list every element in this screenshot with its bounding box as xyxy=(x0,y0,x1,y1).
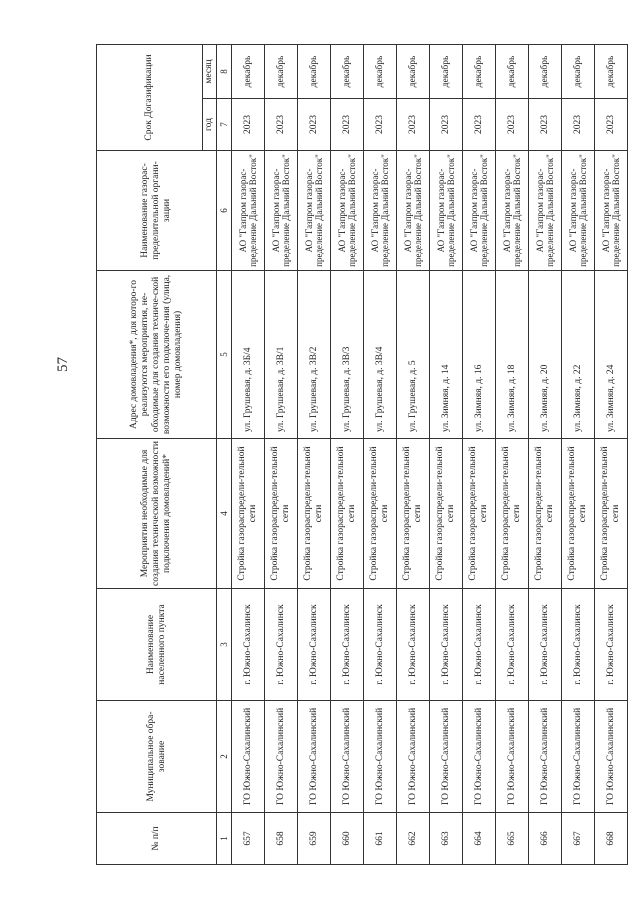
cell-org: АО "Газпром газорас-пределение Дальний Восток" xyxy=(496,151,529,271)
cell-month: декабрь xyxy=(331,45,364,99)
cell-measure: Стройка газораспредели-тельной сети xyxy=(562,439,595,589)
header-month: месяц xyxy=(203,45,217,99)
cell-settlement: г. Южно-Сахалинск xyxy=(430,589,463,701)
cell-org: АО "Газпром газорас-пределение Дальний Восток" xyxy=(529,151,562,271)
cell-measure: Стройка газораспредели-тельной сети xyxy=(496,439,529,589)
table-row xyxy=(265,45,298,865)
header-deadline: Срок Догазификации xyxy=(97,45,203,151)
cell-month: декабрь xyxy=(298,45,331,99)
cell-month: декабрь xyxy=(232,45,265,99)
cell-settlement: г. Южно-Сахалинск xyxy=(298,589,331,701)
header-num: № п/п xyxy=(97,813,217,865)
cell-address: ул. Зимняя, д. 16 xyxy=(463,271,496,439)
cell-measure: Стройка газораспредели-тельной сети xyxy=(364,439,397,589)
page-number: 57 xyxy=(55,357,71,372)
table-body xyxy=(232,45,628,865)
cell-settlement: г. Южно-Сахалинск xyxy=(463,589,496,701)
cell-year: 2023 xyxy=(562,99,595,151)
cell-month: декабрь xyxy=(562,45,595,99)
gasification-table xyxy=(96,44,628,865)
cell-org: АО "Газпром газорас-пределение Дальний Восток" xyxy=(430,151,463,271)
cell-month: декабрь xyxy=(364,45,397,99)
cell-month: декабрь xyxy=(397,45,430,99)
cell-month: декабрь xyxy=(463,45,496,99)
table-row xyxy=(397,45,430,865)
table-row xyxy=(562,45,595,865)
cell-year: 2023 xyxy=(430,99,463,151)
table-row xyxy=(529,45,562,865)
table-row xyxy=(463,45,496,865)
cell-year: 2023 xyxy=(265,99,298,151)
cell-month: декабрь xyxy=(595,45,628,99)
column-number: 4 xyxy=(217,439,232,589)
cell-measure: Стройка газораспредели-тельной сети xyxy=(430,439,463,589)
cell-municipality: ГО Южно-Сахалинский xyxy=(364,701,397,813)
cell-municipality: ГО Южно-Сахалинский xyxy=(463,701,496,813)
cell-settlement: г. Южно-Сахалинск xyxy=(496,589,529,701)
cell-org: АО "Газпром газорас-пределение Дальний Восток" xyxy=(298,151,331,271)
table-row xyxy=(232,45,265,865)
cell-settlement: г. Южно-Сахалинск xyxy=(265,589,298,701)
cell-settlement: г. Южно-Сахалинск xyxy=(232,589,265,701)
cell-measure: Стройка газораспредели-тельной сети xyxy=(595,439,628,589)
cell-municipality: ГО Южно-Сахалинский xyxy=(529,701,562,813)
cell-month: декабрь xyxy=(496,45,529,99)
cell-month: декабрь xyxy=(265,45,298,99)
cell-municipality: ГО Южно-Сахалинский xyxy=(298,701,331,813)
cell-settlement: г. Южно-Сахалинск xyxy=(331,589,364,701)
cell-settlement: г. Южно-Сахалинск xyxy=(529,589,562,701)
cell-org: АО "Газпром газорас-пределение Дальний Восток" xyxy=(265,151,298,271)
cell-address: ул. Зимняя, д. 14 xyxy=(430,271,463,439)
column-number: 6 xyxy=(217,151,232,271)
column-number: 2 xyxy=(217,701,232,813)
header-address: Адрес домовладения*, для которо-го реализуются мероприятия, не-обходимые для создания техниче-ской возможности его подключе-ния (улица, номер домовладения) xyxy=(97,271,217,439)
cell-year: 2023 xyxy=(529,99,562,151)
header-org: Наименование газорас-пределительной органи-зации xyxy=(97,151,217,271)
cell-measure: Стройка газораспредели-тельной сети xyxy=(529,439,562,589)
cell-address: ул. Грушевая, д. 3В/1 xyxy=(265,271,298,439)
cell-address: ул. Грушевая, д. 3В/3 xyxy=(331,271,364,439)
cell-month: декабрь xyxy=(529,45,562,99)
cell-num: 666 xyxy=(529,813,562,865)
cell-num: 660 xyxy=(331,813,364,865)
cell-measure: Стройка газораспредели-тельной сети xyxy=(463,439,496,589)
cell-num: 668 xyxy=(595,813,628,865)
column-number: 7 xyxy=(217,99,232,151)
cell-address: ул. Грушевая, д. 3В/4 xyxy=(364,271,397,439)
cell-municipality: ГО Южно-Сахалинский xyxy=(595,701,628,813)
cell-org: АО "Газпром газорас-пределение Дальний Восток" xyxy=(232,151,265,271)
cell-municipality: ГО Южно-Сахалинский xyxy=(397,701,430,813)
cell-address: ул. Грушевая, д. 5 xyxy=(397,271,430,439)
cell-address: ул. Грушевая, д. 3Б/4 xyxy=(232,271,265,439)
cell-measure: Стройка газораспредели-тельной сети xyxy=(397,439,430,589)
cell-num: 659 xyxy=(298,813,331,865)
cell-num: 663 xyxy=(430,813,463,865)
header-year: год xyxy=(203,99,217,151)
cell-num: 664 xyxy=(463,813,496,865)
cell-year: 2023 xyxy=(232,99,265,151)
cell-municipality: ГО Южно-Сахалинский xyxy=(232,701,265,813)
cell-municipality: ГО Южно-Сахалинский xyxy=(430,701,463,813)
rotated-table-sheet xyxy=(96,45,621,865)
column-number: 3 xyxy=(217,589,232,701)
cell-num: 662 xyxy=(397,813,430,865)
cell-address: ул. Грушевая, д. 3В/2 xyxy=(298,271,331,439)
cell-num: 657 xyxy=(232,813,265,865)
cell-year: 2023 xyxy=(331,99,364,151)
column-number: 8 xyxy=(217,45,232,99)
table-row xyxy=(496,45,529,865)
table-row xyxy=(298,45,331,865)
cell-measure: Стройка газораспредели-тельной сети xyxy=(331,439,364,589)
cell-settlement: г. Южно-Сахалинск xyxy=(562,589,595,701)
column-number: 1 xyxy=(217,813,232,865)
cell-municipality: ГО Южно-Сахалинский xyxy=(331,701,364,813)
cell-measure: Стройка газораспредели-тельной сети xyxy=(232,439,265,589)
cell-measure: Стройка газораспредели-тельной сети xyxy=(265,439,298,589)
cell-year: 2023 xyxy=(595,99,628,151)
cell-num: 661 xyxy=(364,813,397,865)
cell-org: АО "Газпром газорас-пределение Дальний Восток" xyxy=(562,151,595,271)
cell-address: ул. Зимняя, д. 20 xyxy=(529,271,562,439)
cell-num: 658 xyxy=(265,813,298,865)
cell-measure: Стройка газораспредели-тельной сети xyxy=(298,439,331,589)
cell-year: 2023 xyxy=(397,99,430,151)
cell-org: АО "Газпром газорас-пределение Дальний Восток" xyxy=(364,151,397,271)
cell-municipality: ГО Южно-Сахалинский xyxy=(496,701,529,813)
cell-org: АО "Газпром газорас-пределение Дальний Восток" xyxy=(331,151,364,271)
cell-year: 2023 xyxy=(463,99,496,151)
cell-address: ул. Зимняя, д. 18 xyxy=(496,271,529,439)
cell-address: ул. Зимняя, д. 22 xyxy=(562,271,595,439)
cell-settlement: г. Южно-Сахалинск xyxy=(397,589,430,701)
header-municipality: Муниципальное обра-зование xyxy=(97,701,217,813)
cell-municipality: ГО Южно-Сахалинский xyxy=(265,701,298,813)
cell-municipality: ГО Южно-Сахалинский xyxy=(562,701,595,813)
table-row xyxy=(430,45,463,865)
cell-org: АО "Газпром газорас-пределение Дальний Восток" xyxy=(595,151,628,271)
cell-num: 665 xyxy=(496,813,529,865)
column-number: 5 xyxy=(217,271,232,439)
cell-year: 2023 xyxy=(364,99,397,151)
cell-org: АО "Газпром газорас-пределение Дальний Восток" xyxy=(397,151,430,271)
cell-year: 2023 xyxy=(496,99,529,151)
cell-settlement: г. Южно-Сахалинск xyxy=(595,589,628,701)
cell-address: ул. Зимняя, д. 24 xyxy=(595,271,628,439)
column-number-row xyxy=(217,45,232,865)
header-measures: Мероприятия необходимые для создания технической возможности подключения домовладений* xyxy=(97,439,217,589)
cell-settlement: г. Южно-Сахалинск xyxy=(364,589,397,701)
table-row xyxy=(331,45,364,865)
cell-num: 667 xyxy=(562,813,595,865)
table-row xyxy=(364,45,397,865)
cell-year: 2023 xyxy=(298,99,331,151)
cell-org: АО "Газпром газорас-пределение Дальний Восток" xyxy=(463,151,496,271)
header-settlement: Наименование населенного пункта xyxy=(97,589,217,701)
table-row xyxy=(595,45,628,865)
cell-month: декабрь xyxy=(430,45,463,99)
